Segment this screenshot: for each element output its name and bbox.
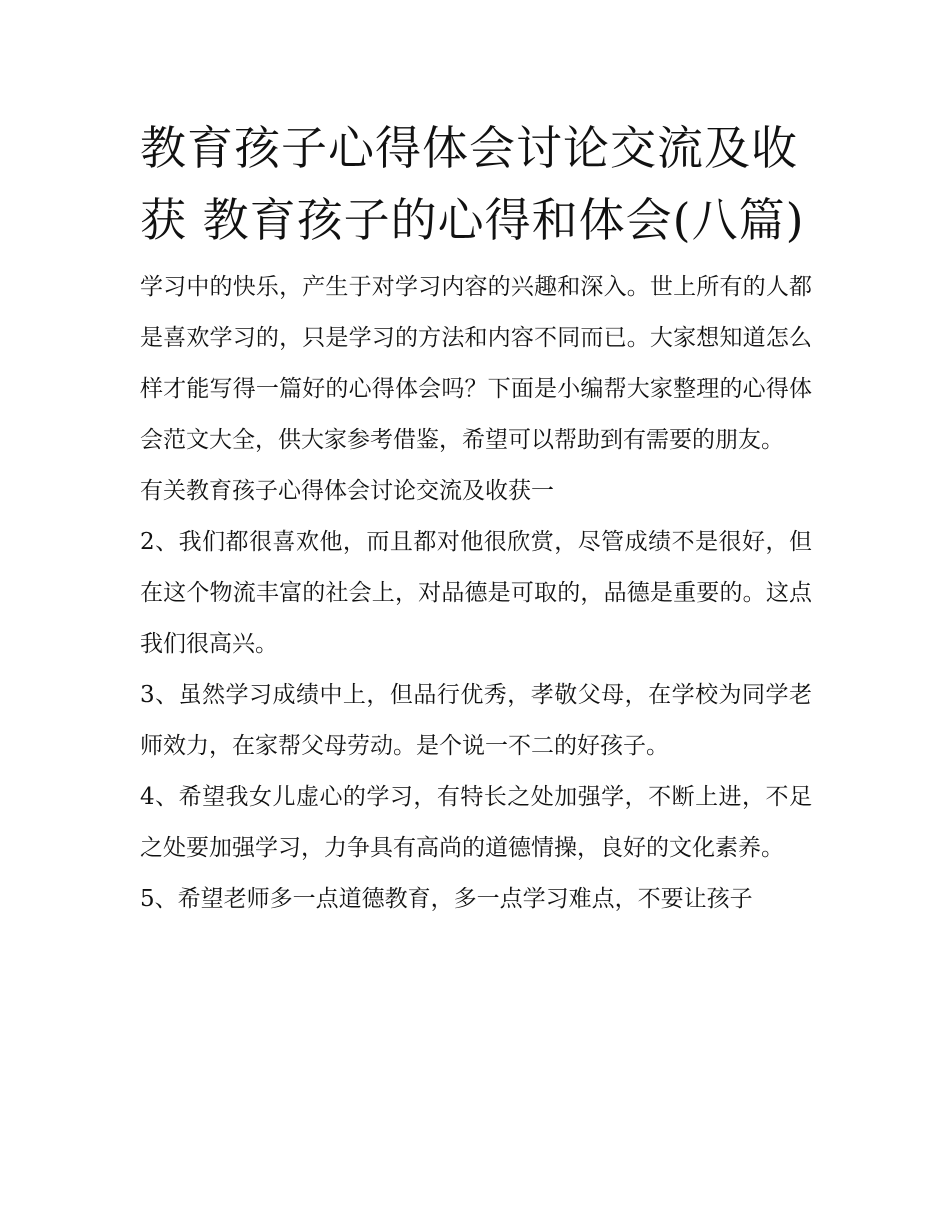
- document-title: 教育孩子心得体会讨论交流及收获 教育孩子的心得和体会(八篇): [140, 121, 805, 247]
- list-item-5: 5、希望老师多一点道德教育，多一点学习难点，不要让孩子: [140, 886, 753, 912]
- document-content: [140, 112, 812, 925]
- list-item-2: 2、我们都很喜欢他，而且都对他很欣赏，尽管成绩不是很好，但在这个物流丰富的社会上，对品德是可取的，品德是重要的。这点我们很高兴。: [140, 529, 812, 657]
- section-heading: 有关教育孩子心得体会讨论交流及收获一: [140, 478, 554, 504]
- list-item-3: 3、虽然学习成绩中上，但品行优秀，孝敬父母，在学校为同学老师效力，在家帮父母劳动。是个说一不二的好孩子。: [140, 682, 812, 759]
- list-item-4: 4、希望我女儿虚心的学习，有特长之处加强学，不断上进，不足之处要加强学习，力争具有高尚的道德情操，良好的文化素养。: [140, 784, 812, 861]
- intro-paragraph: 学习中的快乐，产生于对学习内容的兴趣和深入。世上所有的人都是喜欢学习的，只是学习的方法和内容不同而已。大家想知道怎么样才能写得一篇好的心得体会吗？下面是小编帮大家整理的心得体会范文大全，供大家参考借鉴，希望可以帮助到有需要的朋友。: [140, 274, 812, 453]
